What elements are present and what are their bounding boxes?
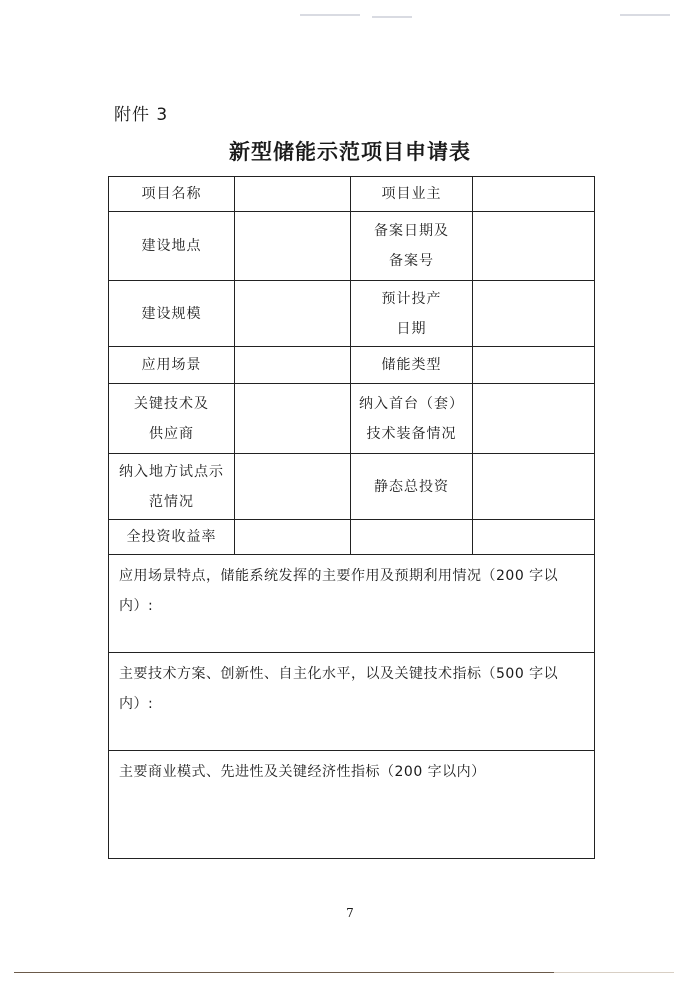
field-blank-cell[interactable] (473, 520, 595, 555)
form-row (109, 751, 595, 859)
field-label-expected-operation-date: 预计投产 日期 (351, 281, 473, 347)
field-label-construction-site: 建设地点 (109, 212, 235, 281)
field-blank-cell[interactable] (351, 520, 473, 555)
attachment-label: 附件 3 (114, 105, 169, 125)
form-row (109, 520, 595, 555)
field-value-filing-date-number[interactable] (473, 212, 595, 281)
form-row (109, 212, 595, 281)
field-value-key-technology-supplier[interactable] (235, 384, 351, 454)
field-label-storage-type: 储能类型 (351, 347, 473, 384)
field-value-static-total-investment[interactable] (473, 454, 595, 520)
field-label-project-owner: 项目业主 (351, 177, 473, 212)
field-value-expected-operation-date[interactable] (473, 281, 595, 347)
field-value-construction-scale[interactable] (235, 281, 351, 347)
field-value-application-scenario[interactable] (235, 347, 351, 384)
scan-smudge (620, 14, 670, 16)
field-value-project-name[interactable] (235, 177, 351, 212)
field-label-project-name: 项目名称 (109, 177, 235, 212)
form-row (109, 653, 595, 751)
field-value-local-pilot-status[interactable] (235, 454, 351, 520)
form-row (109, 347, 595, 384)
footer-rule (14, 972, 554, 973)
form-row (109, 281, 595, 347)
form-row (109, 454, 595, 520)
form-row (109, 555, 595, 653)
scan-smudge (300, 14, 360, 16)
field-label-local-pilot-status: 纳入地方试点示 范情况 (109, 454, 235, 520)
application-form-table (108, 176, 595, 859)
section-technical-scheme[interactable]: 主要技术方案、创新性、自主化水平，以及关键技术指标（500 字以 内）: (109, 653, 595, 751)
field-label-construction-scale: 建设规模 (109, 281, 235, 347)
field-value-total-investment-return[interactable] (235, 520, 351, 555)
page-number: 7 (346, 906, 354, 920)
scan-smudge (372, 16, 412, 18)
field-label-filing-date-number: 备案日期及 备案号 (351, 212, 473, 281)
field-label-application-scenario: 应用场景 (109, 347, 235, 384)
field-value-project-owner[interactable] (473, 177, 595, 212)
footer-rule-fade (554, 972, 674, 973)
field-value-first-set-equipment[interactable] (473, 384, 595, 454)
field-value-construction-site[interactable] (235, 212, 351, 281)
field-label-total-investment-return: 全投资收益率 (109, 520, 235, 555)
field-label-static-total-investment: 静态总投资 (351, 454, 473, 520)
field-label-first-set-equipment: 纳入首台（套） 技术装备情况 (351, 384, 473, 454)
field-value-storage-type[interactable] (473, 347, 595, 384)
section-application-scenario[interactable]: 应用场景特点，储能系统发挥的主要作用及预期利用情况（200 字以 内）: (109, 555, 595, 653)
field-label-key-technology-supplier: 关键技术及 供应商 (109, 384, 235, 454)
section-business-model[interactable]: 主要商业模式、先进性及关键经济性指标（200 字以内） (109, 751, 595, 859)
form-row (109, 177, 595, 212)
document-title: 新型储能示范项目申请表 (229, 140, 471, 164)
form-row (109, 384, 595, 454)
